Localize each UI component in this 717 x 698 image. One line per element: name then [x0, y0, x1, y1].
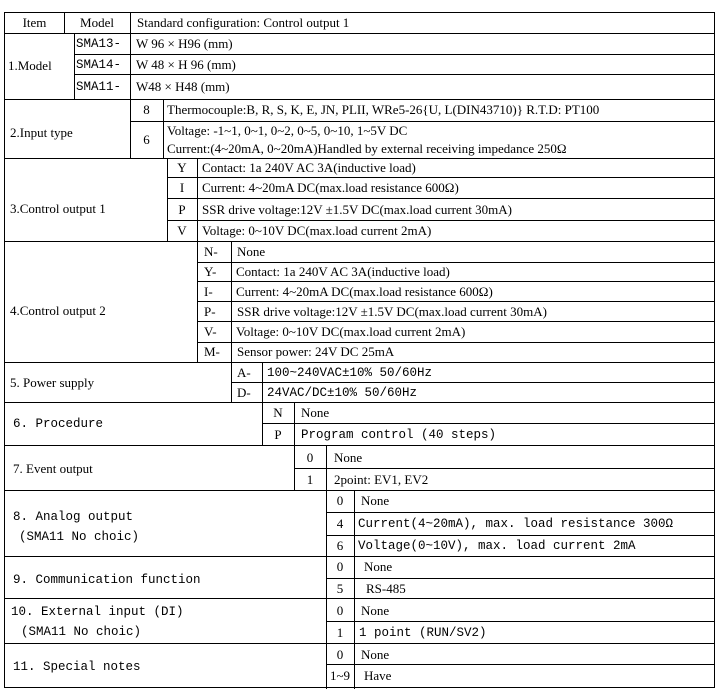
- external-input-note: (SMA11 No choic): [21, 625, 142, 639]
- control-output-1-code: Y: [177, 160, 187, 175]
- control-output-2-desc: Voltage: 0~10V DC(max.load current 2mA): [236, 324, 466, 339]
- input-type-code: 6: [143, 132, 150, 147]
- control-output-2-code: I-: [204, 284, 213, 299]
- special-notes-desc: None: [361, 647, 390, 662]
- input-type-label: 2.Input type: [10, 125, 73, 140]
- input-type-desc: Voltage: -1~1, 0~1, 0~2, 0~5, 0~10, 1~5V DC: [167, 123, 408, 138]
- special-notes-label: 11. Special notes: [13, 660, 141, 674]
- external-input-desc: 1 point (RUN/SV2): [359, 626, 487, 640]
- control-output-2-code: P-: [204, 304, 216, 319]
- control-output-1-code: I: [179, 180, 185, 195]
- control-output-2-label: 4.Control output 2: [10, 303, 106, 318]
- event-output-desc: None: [334, 450, 363, 465]
- procedure-desc: None: [301, 405, 330, 420]
- special-notes-code: 0: [336, 647, 344, 662]
- control-output-1-code: P: [178, 202, 186, 217]
- procedure-code: N: [273, 405, 283, 420]
- control-output-2-desc: Current: 4~20mA DC(max.load resistance 600Ω): [236, 284, 493, 299]
- communication-code: 5: [336, 581, 344, 596]
- special-notes-code: 1~9: [329, 668, 351, 683]
- input-type-code: 8: [143, 102, 150, 117]
- model-desc: W 48 × H 96 (mm): [136, 57, 236, 72]
- control-output-2-desc: SSR drive voltage:12V ±1.5V DC(max.load current 30mA): [237, 304, 547, 319]
- external-input-label: 10. External input (DI): [11, 605, 184, 619]
- event-output-label: 7. Event output: [13, 461, 93, 476]
- header-model: Model: [80, 15, 114, 30]
- control-output-2-desc: Sensor power: 24V DC 25mA: [237, 344, 395, 359]
- external-input-code: 0: [336, 603, 344, 618]
- power-supply-desc: 100~240VAC±10% 50/60Hz: [267, 366, 433, 380]
- event-output-code: 0: [306, 450, 314, 465]
- procedure-code: P: [274, 427, 282, 442]
- communication-code: 0: [336, 559, 344, 574]
- model-code: SMA14-: [76, 58, 122, 72]
- control-output-2-code: M-: [204, 344, 220, 359]
- analog-output-desc: Voltage(0~10V), max. load current 2mA: [358, 539, 636, 553]
- procedure-label: 6. Procedure: [13, 417, 104, 431]
- analog-output-desc: Current(4~20mA), max. load resistance 300Ω: [358, 517, 674, 531]
- control-output-1-desc: Contact: 1a 240V AC 3A(inductive load): [202, 160, 416, 175]
- event-output-desc: 2point: EV1, EV2: [334, 472, 429, 487]
- power-supply-desc: 24VAC/DC±10% 50/60Hz: [267, 386, 418, 400]
- external-input-desc: None: [361, 603, 390, 618]
- analog-output-label: 8. Analog output: [13, 510, 134, 524]
- control-output-2-desc: None: [237, 244, 266, 259]
- analog-output-code: 6: [336, 538, 344, 553]
- communication-desc: RS-485: [366, 581, 406, 596]
- power-supply-code: D-: [237, 385, 251, 400]
- control-output-1-desc: Current: 4~20mA DC(max.load resistance 600Ω): [202, 180, 459, 195]
- communication-desc: None: [364, 559, 393, 574]
- control-output-1-desc: SSR drive voltage:12V ±1.5V DC(max.load current 30mA): [202, 202, 512, 217]
- analog-output-desc: None: [361, 493, 390, 508]
- analog-output-code: 4: [336, 516, 344, 531]
- model-label: 1.Model: [8, 58, 52, 73]
- procedure-desc: Program control (40 steps): [301, 428, 497, 442]
- model-desc: W 96 × H96 (mm): [136, 36, 233, 51]
- control-output-2-code: N-: [204, 244, 218, 259]
- power-supply-label: 5. Power supply: [10, 375, 95, 390]
- control-output-1-desc: Voltage: 0~10V DC(max.load current 2mA): [202, 223, 432, 238]
- communication-label: 9. Communication function: [13, 573, 201, 587]
- control-output-1-code: V: [177, 223, 187, 238]
- control-output-2-desc: Contact: 1a 240V AC 3A(inductive load): [236, 264, 450, 279]
- power-supply-code: A-: [237, 365, 251, 380]
- control-output-1-label: 3.Control output 1: [10, 201, 106, 216]
- input-type-desc: Current:(4~20mA, 0~20mA)Handled by external receiving impedance 250Ω: [167, 141, 567, 156]
- model-code: SMA13-: [76, 37, 122, 51]
- header-item: Item: [22, 15, 47, 30]
- input-type-desc: Thermocouple:B, R, S, K, E, JN, PLII, WRe5-26{U, L(DIN43710)} R.T.D: PT100: [167, 102, 600, 117]
- special-notes-desc: Have: [364, 668, 392, 683]
- event-output-code: 1: [306, 472, 314, 487]
- model-selection-table: [4, 12, 715, 688]
- control-output-2-code: V-: [204, 324, 217, 339]
- model-code: SMA11-: [76, 80, 122, 94]
- analog-output-note: (SMA11 No choic): [19, 530, 140, 544]
- header-standard-config: Standard configuration: Control output 1: [137, 15, 350, 30]
- model-desc: W48 × H48 (mm): [136, 79, 230, 94]
- control-output-2-code: Y-: [204, 264, 217, 279]
- analog-output-code: 0: [336, 493, 344, 508]
- external-input-code: 1: [336, 625, 344, 640]
